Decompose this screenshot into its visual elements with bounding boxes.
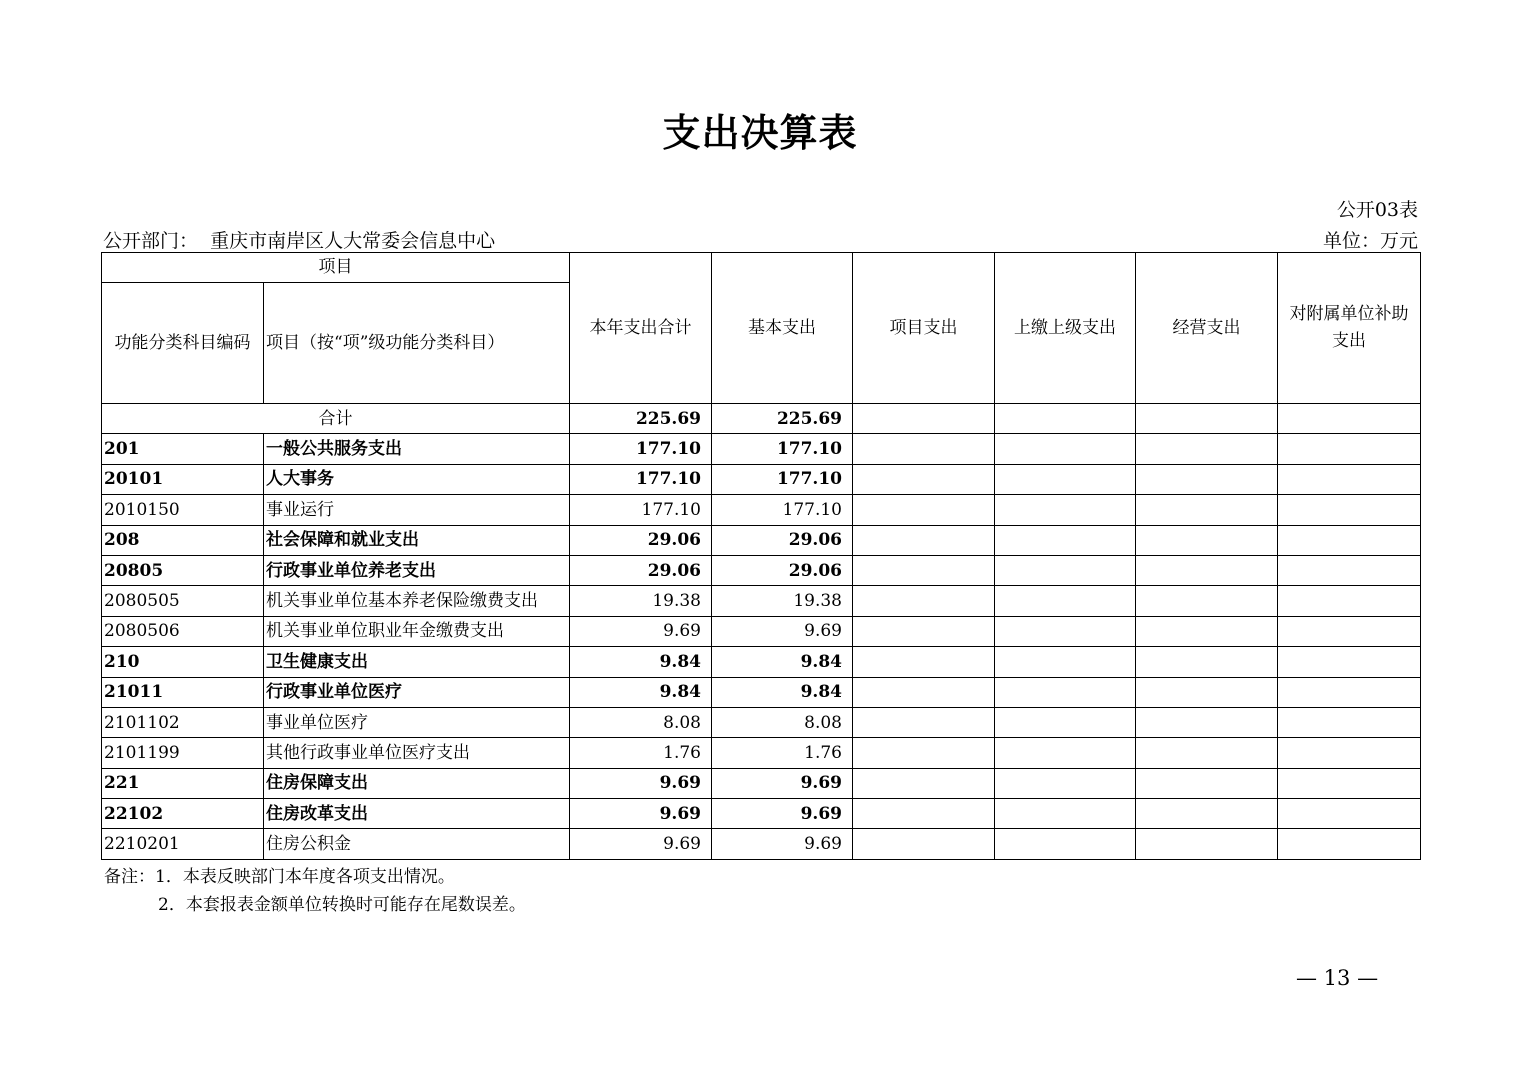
- row-value: [1278, 738, 1421, 768]
- row-value: 29.06: [712, 555, 853, 585]
- row-name: 机关事业单位职业年金缴费支出: [264, 616, 570, 646]
- row-name: 住房公积金: [264, 829, 570, 859]
- department-label: 公开部门： 重庆市南岸区人大常委会信息中心: [103, 230, 496, 252]
- note-1: 备注：1．本表反映部门本年度各项支出情况。: [104, 867, 455, 887]
- header-col-project: 项目支出: [853, 253, 995, 404]
- row-code: 2210201: [102, 829, 264, 859]
- page-title: 支出决算表: [662, 110, 858, 155]
- row-name: 其他行政事业单位医疗支出: [264, 738, 570, 768]
- row-value: 9.69: [712, 829, 853, 859]
- row-code: 210: [102, 647, 264, 677]
- row-value: 29.06: [570, 555, 712, 585]
- row-value: [1278, 616, 1421, 646]
- row-value: [995, 677, 1136, 707]
- row-value: [1278, 434, 1421, 464]
- row-value: [1278, 495, 1421, 525]
- row-value: [995, 586, 1136, 616]
- row-name: 人大事务: [264, 464, 570, 494]
- row-value: [1278, 799, 1421, 829]
- total-value: 225.69: [712, 404, 853, 434]
- row-value: [1136, 525, 1278, 555]
- row-value: [853, 707, 995, 737]
- table-row: [102, 464, 1421, 494]
- row-value: [853, 768, 995, 798]
- row-value: [1136, 768, 1278, 798]
- row-value: [995, 829, 1136, 859]
- row-value: [1278, 464, 1421, 494]
- table-row: [102, 525, 1421, 555]
- row-value: 9.69: [570, 799, 712, 829]
- row-value: 1.76: [712, 738, 853, 768]
- row-value: [853, 464, 995, 494]
- row-name: 住房改革支出: [264, 799, 570, 829]
- row-value: 9.69: [570, 829, 712, 859]
- row-value: [1278, 586, 1421, 616]
- row-value: [1136, 677, 1278, 707]
- row-code: 2010150: [102, 495, 264, 525]
- row-code: 2101102: [102, 707, 264, 737]
- row-value: [995, 434, 1136, 464]
- row-value: 9.69: [712, 616, 853, 646]
- row-value: [853, 647, 995, 677]
- row-value: [853, 616, 995, 646]
- row-code: 2080506: [102, 616, 264, 646]
- row-value: [853, 738, 995, 768]
- row-value: [995, 768, 1136, 798]
- row-value: [853, 495, 995, 525]
- header-code-col: 功能分类科目编码: [102, 283, 264, 404]
- row-value: [995, 707, 1136, 737]
- row-value: 8.08: [712, 707, 853, 737]
- table-row: [102, 647, 1421, 677]
- row-code: 201: [102, 434, 264, 464]
- row-value: [1136, 829, 1278, 859]
- total-row: [102, 404, 1421, 434]
- row-value: [1278, 555, 1421, 585]
- table-row: [102, 799, 1421, 829]
- row-value: [995, 647, 1136, 677]
- table-row: [102, 677, 1421, 707]
- row-value: [1278, 829, 1421, 859]
- table-row: [102, 495, 1421, 525]
- row-code: 2101199: [102, 738, 264, 768]
- notes: [104, 863, 526, 919]
- header-project-group: 项目: [102, 253, 570, 283]
- row-value: 9.84: [570, 677, 712, 707]
- row-name: 行政事业单位养老支出: [264, 555, 570, 585]
- row-value: 177.10: [712, 464, 853, 494]
- row-value: 1.76: [570, 738, 712, 768]
- row-value: [853, 525, 995, 555]
- header-name-col: 项目（按“项”级功能分类科目）: [264, 283, 570, 404]
- row-value: [1136, 616, 1278, 646]
- row-value: 9.84: [712, 647, 853, 677]
- row-value: [995, 555, 1136, 585]
- row-value: 9.69: [570, 616, 712, 646]
- row-name: 一般公共服务支出: [264, 434, 570, 464]
- header-col-upper: 上缴上级支出: [995, 253, 1136, 404]
- row-value: [1136, 799, 1278, 829]
- table-row: [102, 768, 1421, 798]
- table-row: [102, 616, 1421, 646]
- total-value: [1278, 404, 1421, 434]
- table-row: [102, 555, 1421, 585]
- row-value: [995, 616, 1136, 646]
- table-row: [102, 707, 1421, 737]
- total-value: 225.69: [570, 404, 712, 434]
- row-value: [995, 799, 1136, 829]
- row-value: [1136, 434, 1278, 464]
- row-value: 9.84: [712, 677, 853, 707]
- total-label: 合计: [102, 404, 570, 434]
- row-value: [1136, 586, 1278, 616]
- row-name: 机关事业单位基本养老保险缴费支出: [264, 586, 570, 616]
- row-name: 事业运行: [264, 495, 570, 525]
- header-col-subsidy: 对附属单位补助支出: [1278, 253, 1421, 404]
- row-code: 20101: [102, 464, 264, 494]
- total-value: [995, 404, 1136, 434]
- header-col-total: 本年支出合计: [570, 253, 712, 404]
- total-value: [1136, 404, 1278, 434]
- row-value: [1136, 738, 1278, 768]
- department-row: [103, 226, 1418, 250]
- header-col-business: 经营支出: [1136, 253, 1278, 404]
- row-value: [1278, 768, 1421, 798]
- row-name: 卫生健康支出: [264, 647, 570, 677]
- row-value: [1136, 707, 1278, 737]
- table-row: [102, 738, 1421, 768]
- row-value: [1136, 495, 1278, 525]
- row-value: 177.10: [570, 464, 712, 494]
- table-row: [102, 434, 1421, 464]
- row-value: [853, 677, 995, 707]
- header-col-basic: 基本支出: [712, 253, 853, 404]
- row-code: 208: [102, 525, 264, 555]
- row-value: [853, 586, 995, 616]
- row-value: [853, 555, 995, 585]
- expenditure-table: [101, 252, 1421, 860]
- row-value: [1136, 647, 1278, 677]
- row-value: [995, 495, 1136, 525]
- row-value: 19.38: [712, 586, 853, 616]
- row-value: [995, 464, 1136, 494]
- row-value: 177.10: [712, 434, 853, 464]
- unit-label: 单位：万元: [1322, 230, 1418, 252]
- row-value: 9.84: [570, 647, 712, 677]
- row-value: 9.69: [570, 768, 712, 798]
- row-value: 29.06: [570, 525, 712, 555]
- row-value: 177.10: [712, 495, 853, 525]
- row-value: 9.69: [712, 768, 853, 798]
- page-number: — 13 —: [1296, 966, 1379, 990]
- row-name: 事业单位医疗: [264, 707, 570, 737]
- row-name: 社会保障和就业支出: [264, 525, 570, 555]
- row-name: 住房保障支出: [264, 768, 570, 798]
- row-value: [995, 525, 1136, 555]
- total-value: [853, 404, 995, 434]
- row-value: [1278, 677, 1421, 707]
- row-name: 行政事业单位医疗: [264, 677, 570, 707]
- row-code: 22102: [102, 799, 264, 829]
- row-value: 19.38: [570, 586, 712, 616]
- table-row: [102, 586, 1421, 616]
- row-value: [1278, 647, 1421, 677]
- row-value: 29.06: [712, 525, 853, 555]
- row-value: 9.69: [712, 799, 853, 829]
- row-value: [1136, 464, 1278, 494]
- row-value: [853, 829, 995, 859]
- row-value: [995, 738, 1136, 768]
- row-code: 20805: [102, 555, 264, 585]
- row-code: 21011: [102, 677, 264, 707]
- row-value: 177.10: [570, 434, 712, 464]
- row-value: [853, 799, 995, 829]
- row-value: [1278, 707, 1421, 737]
- row-code: 221: [102, 768, 264, 798]
- table-row: [102, 829, 1421, 859]
- row-value: 177.10: [570, 495, 712, 525]
- row-value: 8.08: [570, 707, 712, 737]
- row-value: [1136, 555, 1278, 585]
- row-code: 2080505: [102, 586, 264, 616]
- form-number: 公开03表: [1336, 199, 1418, 221]
- row-value: [1278, 525, 1421, 555]
- note-2: 2．本套报表金额单位转换时可能存在尾数误差。: [158, 895, 526, 915]
- row-value: [853, 434, 995, 464]
